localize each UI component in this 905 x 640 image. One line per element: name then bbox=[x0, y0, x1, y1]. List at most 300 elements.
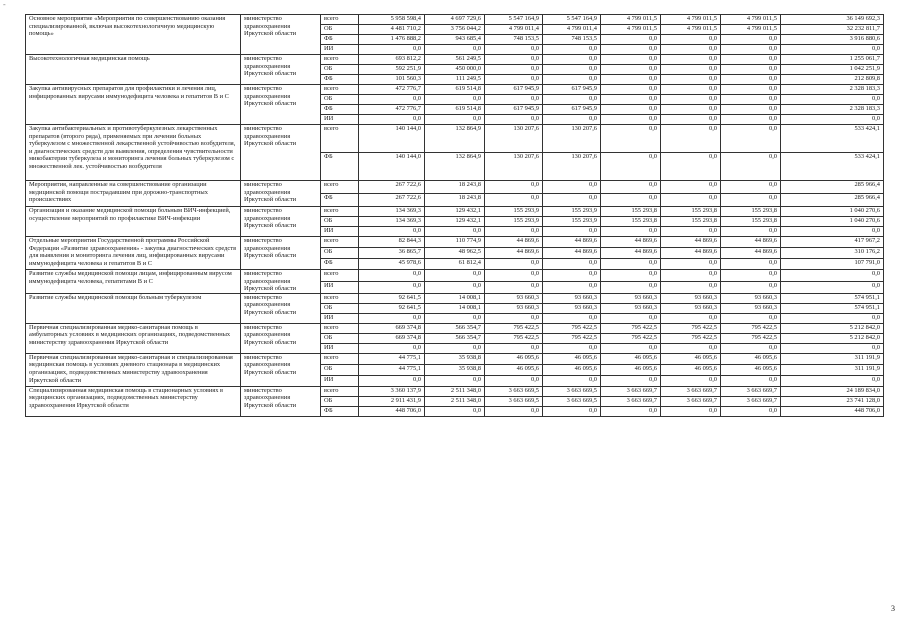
year-value: 44 869,6 bbox=[661, 248, 721, 259]
year-value: 693 812,2 bbox=[359, 55, 425, 65]
year-value: 93 660,3 bbox=[485, 293, 543, 303]
year-value: 2 911 431,9 bbox=[359, 396, 425, 406]
year-value: 0,0 bbox=[543, 343, 601, 353]
year-value: 0,0 bbox=[359, 313, 425, 323]
year-value: 0,0 bbox=[485, 95, 543, 105]
year-value: 0,0 bbox=[485, 343, 543, 353]
year-value: 0,0 bbox=[485, 181, 543, 194]
year-value: 0,0 bbox=[485, 406, 543, 416]
year-value: 93 660,3 bbox=[661, 303, 721, 313]
year-value: 0,0 bbox=[601, 375, 661, 386]
year-value: 0,0 bbox=[661, 375, 721, 386]
year-value: 3 663 669,7 bbox=[661, 396, 721, 406]
total-value: 0,0 bbox=[781, 375, 884, 386]
year-value: 0,0 bbox=[543, 115, 601, 125]
year-value: 3 360 137,9 bbox=[359, 386, 425, 396]
year-value: 0,0 bbox=[543, 45, 601, 55]
year-value: 46 095,6 bbox=[485, 364, 543, 375]
year-value: 92 641,5 bbox=[359, 303, 425, 313]
year-value: 448 706,0 bbox=[359, 406, 425, 416]
year-value: 155 293,9 bbox=[485, 207, 543, 217]
year-value: 4 799 011,5 bbox=[721, 25, 781, 35]
activity-name: Закупка антивирусных препаратов для профилактики и лечения лиц, инфицированных вирусами иммунодефицита человека и гепатитов B и C bbox=[26, 85, 241, 125]
funding-source: ОБ bbox=[321, 65, 359, 75]
year-value: 44 869,6 bbox=[721, 237, 781, 248]
year-value: 0,0 bbox=[721, 125, 781, 153]
funding-source: ОБ bbox=[321, 25, 359, 35]
year-value: 0,0 bbox=[661, 313, 721, 323]
year-value: 472 776,7 bbox=[359, 85, 425, 95]
year-value: 4 697 729,6 bbox=[425, 15, 485, 25]
year-value: 0,0 bbox=[661, 55, 721, 65]
year-value: 0,0 bbox=[601, 95, 661, 105]
year-value: 155 293,8 bbox=[721, 217, 781, 227]
year-value: 0,0 bbox=[601, 65, 661, 75]
year-value: 617 945,9 bbox=[485, 105, 543, 115]
year-value: 0,0 bbox=[601, 406, 661, 416]
year-value: 155 293,9 bbox=[485, 217, 543, 227]
responsible-executor: министерство здравоохранения Иркутской области bbox=[241, 85, 321, 125]
year-value: 795 422,5 bbox=[601, 333, 661, 343]
year-value: 0,0 bbox=[359, 45, 425, 55]
year-value: 795 422,5 bbox=[485, 323, 543, 333]
year-value: 0,0 bbox=[359, 375, 425, 386]
year-value: 0,0 bbox=[425, 343, 485, 353]
year-value: 0,0 bbox=[601, 75, 661, 85]
corner-mark: - bbox=[3, 0, 6, 9]
year-value: 0,0 bbox=[721, 153, 781, 181]
year-value: 3 663 669,5 bbox=[543, 396, 601, 406]
year-value: 4 799 011,5 bbox=[661, 25, 721, 35]
year-value: 0,0 bbox=[601, 35, 661, 45]
year-value: 619 514,8 bbox=[425, 105, 485, 115]
year-value: 0,0 bbox=[661, 35, 721, 45]
year-value: 669 374,8 bbox=[359, 333, 425, 343]
funding-source: всего bbox=[321, 181, 359, 194]
year-value: 0,0 bbox=[601, 45, 661, 55]
year-value: 795 422,5 bbox=[721, 323, 781, 333]
year-value: 18 243,8 bbox=[425, 181, 485, 194]
year-value: 0,0 bbox=[721, 55, 781, 65]
funding-source: всего bbox=[321, 207, 359, 217]
funding-source: всего bbox=[321, 323, 359, 333]
year-value: 795 422,5 bbox=[485, 333, 543, 343]
total-value: 36 149 692,3 bbox=[781, 15, 884, 25]
funding-source: ИИ bbox=[321, 281, 359, 293]
activity-name: Первичная специализированная медико-санитарная и специализированная медицинская помощь в условиях дневного стационара в медицинских организациях, подведомственных министерству здравоохранения Иркутской области bbox=[26, 353, 241, 386]
year-value: 36 865,7 bbox=[359, 248, 425, 259]
year-value: 46 095,6 bbox=[485, 353, 543, 364]
year-value: 35 938,8 bbox=[425, 353, 485, 364]
year-value: 0,0 bbox=[721, 406, 781, 416]
year-value: 93 660,3 bbox=[601, 303, 661, 313]
responsible-executor: министерство здравоохранения Иркутской области bbox=[241, 15, 321, 55]
year-value: 93 660,3 bbox=[485, 303, 543, 313]
year-value: 2 511 348,0 bbox=[425, 396, 485, 406]
year-value: 44 869,6 bbox=[661, 237, 721, 248]
year-value: 46 095,6 bbox=[543, 353, 601, 364]
year-value: 0,0 bbox=[661, 75, 721, 85]
responsible-executor: министерство здравоохранения Иркутской области bbox=[241, 181, 321, 207]
year-value: 3 663 669,7 bbox=[661, 386, 721, 396]
total-value: 2 328 183,3 bbox=[781, 85, 884, 95]
year-value: 0,0 bbox=[601, 270, 661, 282]
activity-name: Специализированная медицинская помощь в стационарных условиях в медицинских организациях, подведомственных министерству здравоохранения Иркутской области bbox=[26, 386, 241, 416]
year-value: 669 374,8 bbox=[359, 323, 425, 333]
year-value: 46 095,6 bbox=[601, 353, 661, 364]
year-value: 0,0 bbox=[601, 194, 661, 207]
year-value: 0,0 bbox=[601, 343, 661, 353]
total-value: 285 966,4 bbox=[781, 181, 884, 194]
year-value: 0,0 bbox=[543, 194, 601, 207]
total-value: 5 212 842,0 bbox=[781, 323, 884, 333]
year-value: 93 660,3 bbox=[721, 303, 781, 313]
responsible-executor: министерство здравоохранения Иркутской области bbox=[241, 55, 321, 85]
year-value: 5 958 598,4 bbox=[359, 15, 425, 25]
year-value: 129 432,1 bbox=[425, 207, 485, 217]
year-value: 0,0 bbox=[601, 227, 661, 237]
year-value: 0,0 bbox=[721, 281, 781, 293]
funding-source: ОБ bbox=[321, 217, 359, 227]
year-value: 0,0 bbox=[661, 343, 721, 353]
year-value: 46 095,6 bbox=[543, 364, 601, 375]
year-value: 129 432,1 bbox=[425, 217, 485, 227]
funding-source: ФБ bbox=[321, 75, 359, 85]
year-value: 0,0 bbox=[543, 181, 601, 194]
funding-source: ФБ bbox=[321, 35, 359, 45]
year-value: 0,0 bbox=[543, 270, 601, 282]
year-value: 3 663 669,7 bbox=[601, 386, 661, 396]
year-value: 93 660,3 bbox=[543, 293, 601, 303]
funding-source: ИИ bbox=[321, 115, 359, 125]
table-row bbox=[26, 270, 884, 282]
funding-source: ИИ bbox=[321, 343, 359, 353]
funding-source: ИИ bbox=[321, 313, 359, 323]
year-value: 155 293,8 bbox=[661, 207, 721, 217]
activity-name: Развитие службы медицинской помощи больным туберкулезом bbox=[26, 293, 241, 323]
funding-source: всего bbox=[321, 15, 359, 25]
total-value: 448 706,0 bbox=[781, 406, 884, 416]
year-value: 3 663 669,7 bbox=[721, 386, 781, 396]
table-row bbox=[26, 293, 884, 303]
year-value: 0,0 bbox=[485, 194, 543, 207]
year-value: 3 663 669,5 bbox=[485, 396, 543, 406]
year-value: 4 799 011,5 bbox=[601, 15, 661, 25]
table-row bbox=[26, 85, 884, 95]
year-value: 0,0 bbox=[543, 406, 601, 416]
year-value: 0,0 bbox=[601, 259, 661, 270]
year-value: 0,0 bbox=[661, 194, 721, 207]
year-value: 1 476 888,2 bbox=[359, 35, 425, 45]
year-value: 0,0 bbox=[661, 153, 721, 181]
year-value: 35 938,8 bbox=[425, 364, 485, 375]
year-value: 61 812,4 bbox=[425, 259, 485, 270]
year-value: 0,0 bbox=[485, 259, 543, 270]
year-value: 140 144,0 bbox=[359, 153, 425, 181]
year-value: 0,0 bbox=[485, 55, 543, 65]
year-value: 155 293,8 bbox=[601, 217, 661, 227]
total-value: 1 042 251,9 bbox=[781, 65, 884, 75]
year-value: 14 008,1 bbox=[425, 293, 485, 303]
activity-name: Мероприятия, направленные на совершенствование организации медицинской помощи пострадавшим при дорожно-транспортных происшествиях bbox=[26, 181, 241, 207]
table-row bbox=[26, 55, 884, 65]
activity-name: Основное мероприятие «Мероприятия по совершенствованию оказания специализированной, включая высокотехнологичную медицинскую помощь» bbox=[26, 15, 241, 55]
total-value: 0,0 bbox=[781, 227, 884, 237]
year-value: 0,0 bbox=[661, 95, 721, 105]
funding-source: ОБ bbox=[321, 248, 359, 259]
year-value: 3 663 669,7 bbox=[721, 396, 781, 406]
year-value: 0,0 bbox=[661, 115, 721, 125]
year-value: 0,0 bbox=[425, 270, 485, 282]
funding-source: ОБ bbox=[321, 303, 359, 313]
year-value: 0,0 bbox=[721, 375, 781, 386]
year-value: 0,0 bbox=[721, 270, 781, 282]
year-value: 617 945,9 bbox=[543, 85, 601, 95]
funding-source: ИИ bbox=[321, 45, 359, 55]
year-value: 0,0 bbox=[485, 375, 543, 386]
year-value: 14 008,1 bbox=[425, 303, 485, 313]
year-value: 795 422,5 bbox=[661, 323, 721, 333]
year-value: 2 511 348,0 bbox=[425, 386, 485, 396]
responsible-executor: министерство здравоохранения Иркутской области bbox=[241, 323, 321, 353]
table-row bbox=[26, 353, 884, 364]
year-value: 0,0 bbox=[601, 105, 661, 115]
activity-name: Отдельные мероприятия Государственной программы Российской Федерации «Развитие здравоохранения» - закупка диагностических средств для выявления и мониторинга лечения лиц, инфицированных вирусами иммунодефицита человека и гепатитов B и C bbox=[26, 237, 241, 270]
funding-source: всего bbox=[321, 353, 359, 364]
year-value: 155 293,8 bbox=[721, 207, 781, 217]
year-value: 566 354,7 bbox=[425, 323, 485, 333]
total-value: 0,0 bbox=[781, 281, 884, 293]
year-value: 45 978,6 bbox=[359, 259, 425, 270]
year-value: 0,0 bbox=[721, 181, 781, 194]
year-value: 0,0 bbox=[543, 55, 601, 65]
year-value: 450 000,0 bbox=[425, 65, 485, 75]
year-value: 18 243,8 bbox=[425, 194, 485, 207]
year-value: 130 207,6 bbox=[543, 125, 601, 153]
year-value: 0,0 bbox=[543, 65, 601, 75]
year-value: 46 095,6 bbox=[601, 364, 661, 375]
total-value: 1 255 061,7 bbox=[781, 55, 884, 65]
year-value: 4 799 011,4 bbox=[485, 25, 543, 35]
funding-source: ФБ bbox=[321, 194, 359, 207]
year-value: 0,0 bbox=[359, 270, 425, 282]
funding-source: ОБ bbox=[321, 396, 359, 406]
year-value: 0,0 bbox=[661, 105, 721, 115]
total-value: 417 967,2 bbox=[781, 237, 884, 248]
year-value: 0,0 bbox=[485, 75, 543, 85]
table-row bbox=[26, 207, 884, 217]
total-value: 0,0 bbox=[781, 45, 884, 55]
activity-name: Организация и оказание медицинской помощи больным ВИЧ-инфекцией, осуществление мероприятий по профилактике ВИЧ-инфекции bbox=[26, 207, 241, 237]
table-row bbox=[26, 15, 884, 25]
table-row bbox=[26, 323, 884, 333]
funding-source: всего bbox=[321, 386, 359, 396]
year-value: 92 641,5 bbox=[359, 293, 425, 303]
year-value: 0,0 bbox=[359, 227, 425, 237]
table-row bbox=[26, 181, 884, 194]
year-value: 48 962,5 bbox=[425, 248, 485, 259]
funding-source: ИИ bbox=[321, 227, 359, 237]
funding-source: всего bbox=[321, 293, 359, 303]
year-value: 472 776,7 bbox=[359, 105, 425, 115]
funding-source: всего bbox=[321, 125, 359, 153]
year-value: 0,0 bbox=[661, 65, 721, 75]
year-value: 0,0 bbox=[485, 281, 543, 293]
funding-source: ФБ bbox=[321, 259, 359, 270]
year-value: 0,0 bbox=[543, 227, 601, 237]
activity-name: Развитие службы медицинской помощи лицам, инфицированным вирусом иммунодефицита человека, гепатитами B и C bbox=[26, 270, 241, 294]
year-value: 0,0 bbox=[425, 95, 485, 105]
total-value: 24 189 834,0 bbox=[781, 386, 884, 396]
responsible-executor: министерство здравоохранения Иркутской области bbox=[241, 293, 321, 323]
year-value: 140 144,0 bbox=[359, 125, 425, 153]
year-value: 0,0 bbox=[661, 125, 721, 153]
total-value: 212 809,8 bbox=[781, 75, 884, 85]
year-value: 0,0 bbox=[359, 281, 425, 293]
year-value: 130 207,6 bbox=[485, 125, 543, 153]
year-value: 0,0 bbox=[485, 115, 543, 125]
year-value: 619 514,8 bbox=[425, 85, 485, 95]
year-value: 3 663 669,5 bbox=[543, 386, 601, 396]
responsible-executor: министерство здравоохранения Иркутской области bbox=[241, 207, 321, 237]
total-value: 285 966,4 bbox=[781, 194, 884, 207]
year-value: 3 663 669,7 bbox=[601, 396, 661, 406]
year-value: 110 774,9 bbox=[425, 237, 485, 248]
year-value: 0,0 bbox=[661, 45, 721, 55]
total-value: 533 424,1 bbox=[781, 153, 884, 181]
total-value: 1 040 270,6 bbox=[781, 207, 884, 217]
year-value: 0,0 bbox=[661, 259, 721, 270]
year-value: 44 775,1 bbox=[359, 364, 425, 375]
table-row bbox=[26, 386, 884, 396]
year-value: 0,0 bbox=[721, 259, 781, 270]
funding-source: ИИ bbox=[321, 375, 359, 386]
total-value: 0,0 bbox=[781, 270, 884, 282]
funding-source: ОБ bbox=[321, 364, 359, 375]
year-value: 0,0 bbox=[601, 281, 661, 293]
year-value: 0,0 bbox=[425, 281, 485, 293]
year-value: 795 422,5 bbox=[543, 323, 601, 333]
responsible-executor: министерство здравоохранения Иркутской области bbox=[241, 353, 321, 386]
year-value: 748 153,5 bbox=[543, 35, 601, 45]
year-value: 0,0 bbox=[425, 115, 485, 125]
year-value: 44 869,6 bbox=[543, 237, 601, 248]
funding-source: всего bbox=[321, 55, 359, 65]
year-value: 4 799 011,5 bbox=[721, 15, 781, 25]
year-value: 0,0 bbox=[425, 227, 485, 237]
year-value: 155 293,9 bbox=[543, 207, 601, 217]
year-value: 0,0 bbox=[543, 95, 601, 105]
year-value: 267 722,6 bbox=[359, 181, 425, 194]
year-value: 4 799 011,4 bbox=[543, 25, 601, 35]
year-value: 101 560,3 bbox=[359, 75, 425, 85]
year-value: 155 293,8 bbox=[661, 217, 721, 227]
year-value: 0,0 bbox=[485, 65, 543, 75]
year-value: 93 660,3 bbox=[543, 303, 601, 313]
year-value: 5 547 164,9 bbox=[543, 15, 601, 25]
year-value: 3 663 669,5 bbox=[485, 386, 543, 396]
year-value: 44 869,6 bbox=[601, 237, 661, 248]
year-value: 592 251,9 bbox=[359, 65, 425, 75]
year-value: 44 869,6 bbox=[485, 248, 543, 259]
year-value: 795 422,5 bbox=[543, 333, 601, 343]
year-value: 132 864,9 bbox=[425, 153, 485, 181]
year-value: 0,0 bbox=[543, 375, 601, 386]
funding-source: ФБ bbox=[321, 406, 359, 416]
funding-source: всего bbox=[321, 237, 359, 248]
year-value: 155 293,9 bbox=[543, 217, 601, 227]
year-value: 0,0 bbox=[601, 153, 661, 181]
year-value: 0,0 bbox=[601, 125, 661, 153]
year-value: 0,0 bbox=[359, 115, 425, 125]
total-value: 2 328 183,3 bbox=[781, 105, 884, 115]
year-value: 0,0 bbox=[661, 281, 721, 293]
year-value: 0,0 bbox=[601, 115, 661, 125]
year-value: 617 945,9 bbox=[485, 85, 543, 95]
year-value: 0,0 bbox=[359, 95, 425, 105]
total-value: 574 951,1 bbox=[781, 293, 884, 303]
year-value: 0,0 bbox=[425, 406, 485, 416]
total-value: 574 951,1 bbox=[781, 303, 884, 313]
year-value: 0,0 bbox=[601, 181, 661, 194]
year-value: 0,0 bbox=[425, 45, 485, 55]
year-value: 46 095,6 bbox=[721, 353, 781, 364]
year-value: 0,0 bbox=[721, 227, 781, 237]
year-value: 132 864,9 bbox=[425, 125, 485, 153]
year-value: 44 775,1 bbox=[359, 353, 425, 364]
year-value: 44 869,6 bbox=[543, 248, 601, 259]
year-value: 3 756 044,2 bbox=[425, 25, 485, 35]
year-value: 566 354,7 bbox=[425, 333, 485, 343]
total-value: 0,0 bbox=[781, 343, 884, 353]
year-value: 93 660,3 bbox=[601, 293, 661, 303]
year-value: 0,0 bbox=[721, 343, 781, 353]
year-value: 44 869,6 bbox=[721, 248, 781, 259]
responsible-executor: министерство здравоохранения Иркутской области bbox=[241, 386, 321, 416]
year-value: 0,0 bbox=[543, 259, 601, 270]
year-value: 130 207,6 bbox=[485, 153, 543, 181]
year-value: 0,0 bbox=[543, 281, 601, 293]
year-value: 0,0 bbox=[601, 55, 661, 65]
year-value: 0,0 bbox=[485, 45, 543, 55]
total-value: 0,0 bbox=[781, 115, 884, 125]
year-value: 0,0 bbox=[485, 270, 543, 282]
funding-table bbox=[25, 14, 884, 417]
year-value: 46 095,6 bbox=[721, 364, 781, 375]
year-value: 0,0 bbox=[721, 194, 781, 207]
total-value: 0,0 bbox=[781, 95, 884, 105]
total-value: 0,0 bbox=[781, 313, 884, 323]
year-value: 0,0 bbox=[721, 95, 781, 105]
funding-source: всего bbox=[321, 85, 359, 95]
table-row bbox=[26, 125, 884, 153]
funding-source: ОБ bbox=[321, 333, 359, 343]
year-value: 46 095,6 bbox=[661, 364, 721, 375]
year-value: 0,0 bbox=[721, 313, 781, 323]
year-value: 561 249,5 bbox=[425, 55, 485, 65]
year-value: 93 660,3 bbox=[661, 293, 721, 303]
total-value: 23 741 128,0 bbox=[781, 396, 884, 406]
total-value: 107 791,0 bbox=[781, 259, 884, 270]
funding-source: всего bbox=[321, 270, 359, 282]
funding-source: ФБ bbox=[321, 105, 359, 115]
year-value: 0,0 bbox=[543, 75, 601, 85]
total-value: 311 191,9 bbox=[781, 353, 884, 364]
year-value: 795 422,5 bbox=[721, 333, 781, 343]
total-value: 311 191,9 bbox=[781, 364, 884, 375]
total-value: 533 424,1 bbox=[781, 125, 884, 153]
year-value: 0,0 bbox=[721, 35, 781, 45]
